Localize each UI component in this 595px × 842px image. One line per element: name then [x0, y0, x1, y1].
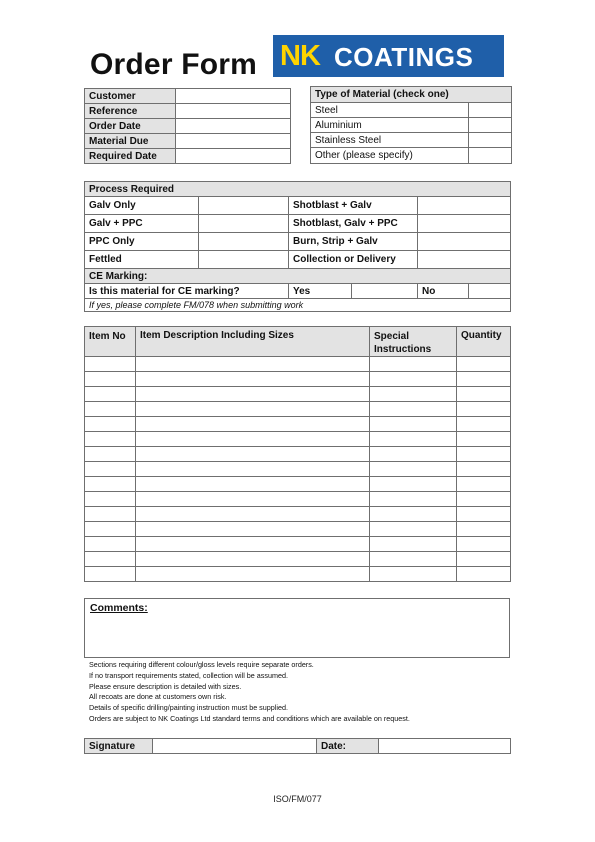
table-row [85, 477, 511, 492]
signature-field[interactable] [153, 739, 317, 754]
item-quantity-cell[interactable] [457, 432, 511, 447]
item-no-cell[interactable] [85, 387, 136, 402]
item-no-cell[interactable] [85, 492, 136, 507]
ce-no-check[interactable] [469, 284, 511, 299]
table-row [85, 522, 511, 537]
item-quantity-cell[interactable] [457, 492, 511, 507]
item-quantity-cell[interactable] [457, 357, 511, 372]
item-no-cell[interactable] [85, 522, 136, 537]
process-ppc-only-check[interactable] [199, 233, 289, 251]
item-description-cell[interactable] [136, 417, 370, 432]
customer-field[interactable] [176, 89, 291, 104]
item-quantity-cell[interactable] [457, 372, 511, 387]
table-row [85, 537, 511, 552]
ce-marking-note: If yes, please complete FM/078 when submitting work [85, 299, 511, 312]
date-field[interactable] [379, 739, 511, 754]
material-steel-check[interactable] [469, 103, 512, 118]
material-table [310, 86, 512, 164]
material-due-field[interactable] [176, 134, 291, 149]
material-header: Type of Material (check one) [311, 87, 512, 103]
note-line: Sections requiring different colour/gloss levels require separate orders. [89, 660, 314, 669]
item-instructions-cell[interactable] [370, 357, 457, 372]
item-quantity-cell[interactable] [457, 552, 511, 567]
ce-no-label: No [418, 284, 469, 299]
item-instructions-cell[interactable] [370, 432, 457, 447]
item-description-cell[interactable] [136, 402, 370, 417]
item-instructions-cell[interactable] [370, 462, 457, 477]
item-description-cell[interactable] [136, 492, 370, 507]
process-fettled: Fettled [85, 251, 199, 269]
note-line: Please ensure description is detailed with sizes. [89, 681, 242, 691]
material-aluminium-label: Aluminium [311, 118, 469, 133]
item-no-cell[interactable] [85, 432, 136, 447]
process-table [84, 181, 511, 312]
items-table [84, 326, 511, 582]
required-date-label: Required Date [85, 149, 176, 164]
item-quantity-cell[interactable] [457, 462, 511, 477]
items-header-no: Item No [85, 327, 136, 357]
item-description-cell[interactable] [136, 387, 370, 402]
item-no-cell[interactable] [85, 552, 136, 567]
item-instructions-cell[interactable] [370, 492, 457, 507]
process-shotblast-galv-ppc-check[interactable] [418, 215, 511, 233]
ce-yes-check[interactable] [352, 284, 418, 299]
item-no-cell[interactable] [85, 477, 136, 492]
items-header-quantity: Quantity [457, 327, 511, 357]
comments-box[interactable] [84, 598, 510, 658]
item-description-cell[interactable] [136, 462, 370, 477]
item-no-cell[interactable] [85, 507, 136, 522]
table-row [85, 357, 511, 372]
date-label: Date: [317, 739, 379, 754]
reference-field[interactable] [176, 104, 291, 119]
material-other-check[interactable] [469, 148, 512, 164]
material-other-label: Other (please specify) [311, 148, 469, 164]
required-date-field[interactable] [176, 149, 291, 164]
process-collection-delivery: Collection or Delivery [289, 251, 418, 269]
table-row [85, 387, 511, 402]
items-header-description: Item Description Including Sizes [136, 327, 370, 357]
process-fettled-check[interactable] [199, 251, 289, 269]
item-instructions-cell[interactable] [370, 552, 457, 567]
logo-nk: NK [280, 40, 320, 72]
item-instructions-cell[interactable] [370, 522, 457, 537]
item-no-cell[interactable] [85, 357, 136, 372]
item-no-cell[interactable] [85, 537, 136, 552]
item-no-cell[interactable] [85, 402, 136, 417]
item-description-cell[interactable] [136, 447, 370, 462]
table-row [85, 432, 511, 447]
material-steel-label: Steel [311, 103, 469, 118]
process-galv-only: Galv Only [85, 197, 199, 215]
reference-label: Reference [85, 104, 176, 119]
table-row [85, 507, 511, 522]
table-row [85, 462, 511, 477]
item-description-cell[interactable] [136, 372, 370, 387]
item-instructions-cell[interactable] [370, 447, 457, 462]
material-stainless-check[interactable] [469, 133, 512, 148]
material-due-label: Material Due [85, 134, 176, 149]
order-date-field[interactable] [176, 119, 291, 134]
table-row [85, 447, 511, 462]
item-description-cell[interactable] [136, 507, 370, 522]
item-description-cell[interactable] [136, 432, 370, 447]
process-shotblast-galv: Shotblast + Galv [289, 197, 418, 215]
form-reference: ISO/FM/077 [273, 794, 322, 804]
ce-marking-header: CE Marking: [85, 269, 511, 284]
company-logo [273, 35, 504, 77]
page-title: Order Form [90, 48, 258, 81]
note-line: Details of specific drilling/painting instruction must be supplied. [89, 703, 288, 713]
item-description-cell[interactable] [136, 522, 370, 537]
signature-label: Signature [85, 739, 153, 754]
process-burn-strip-galv-check[interactable] [418, 233, 511, 251]
item-no-cell[interactable] [85, 462, 136, 477]
item-description-cell[interactable] [136, 477, 370, 492]
item-instructions-cell[interactable] [370, 387, 457, 402]
process-burn-strip-galv: Burn, Strip + Galv [289, 233, 418, 251]
item-instructions-cell[interactable] [370, 417, 457, 432]
order-info-table [84, 88, 291, 164]
table-row [85, 372, 511, 387]
item-no-cell[interactable] [85, 447, 136, 462]
material-aluminium-check[interactable] [469, 118, 512, 133]
process-collection-delivery-check[interactable] [418, 251, 511, 269]
item-description-cell[interactable] [136, 537, 370, 552]
item-instructions-cell[interactable] [370, 567, 457, 582]
item-quantity-cell[interactable] [457, 417, 511, 432]
item-quantity-cell[interactable] [457, 537, 511, 552]
process-shotblast-galv-ppc: Shotblast, Galv + PPC [289, 215, 418, 233]
note-line: If no transport requirements stated, collection will be assumed. [89, 670, 288, 680]
material-stainless-label: Stainless Steel [311, 133, 469, 148]
item-description-cell[interactable] [136, 567, 370, 582]
customer-label: Customer [85, 89, 176, 104]
item-quantity-cell[interactable] [457, 477, 511, 492]
ce-yes-label: Yes [289, 284, 352, 299]
notes [89, 660, 410, 725]
note-line: All recoats are done at customers own risk. [89, 692, 227, 702]
process-header: Process Required [85, 182, 511, 197]
item-quantity-cell[interactable] [457, 387, 511, 402]
process-shotblast-galv-check[interactable] [418, 197, 511, 215]
note-line: Orders are subject to NK Coatings Ltd standard terms and conditions which are available on request. [89, 713, 410, 723]
item-no-cell[interactable] [85, 567, 136, 582]
table-row [85, 492, 511, 507]
items-body [85, 357, 511, 582]
item-description-cell[interactable] [136, 357, 370, 372]
item-instructions-cell[interactable] [370, 372, 457, 387]
signature-table [84, 738, 511, 754]
process-galv-ppc: Galv + PPC [85, 215, 199, 233]
table-row [85, 567, 511, 582]
item-instructions-cell[interactable] [370, 537, 457, 552]
item-quantity-cell[interactable] [457, 567, 511, 582]
logo-coatings: COATINGS [334, 42, 474, 72]
item-quantity-cell[interactable] [457, 447, 511, 462]
item-instructions-cell[interactable] [370, 402, 457, 417]
table-row [85, 552, 511, 567]
item-instructions-cell[interactable] [370, 507, 457, 522]
comments-label: Comments: [90, 602, 148, 614]
order-date-label: Order Date [85, 119, 176, 134]
item-quantity-cell[interactable] [457, 522, 511, 537]
items-header-instructions: Special Instructions [370, 327, 457, 357]
ce-marking-question: Is this material for CE marking? [85, 284, 289, 299]
item-description-cell[interactable] [136, 552, 370, 567]
process-galv-ppc-check[interactable] [199, 215, 289, 233]
process-galv-only-check[interactable] [199, 197, 289, 215]
item-no-cell[interactable] [85, 417, 136, 432]
item-instructions-cell[interactable] [370, 477, 457, 492]
item-quantity-cell[interactable] [457, 507, 511, 522]
item-no-cell[interactable] [85, 372, 136, 387]
process-ppc-only: PPC Only [85, 233, 199, 251]
item-quantity-cell[interactable] [457, 402, 511, 417]
table-row [85, 402, 511, 417]
table-row [85, 417, 511, 432]
